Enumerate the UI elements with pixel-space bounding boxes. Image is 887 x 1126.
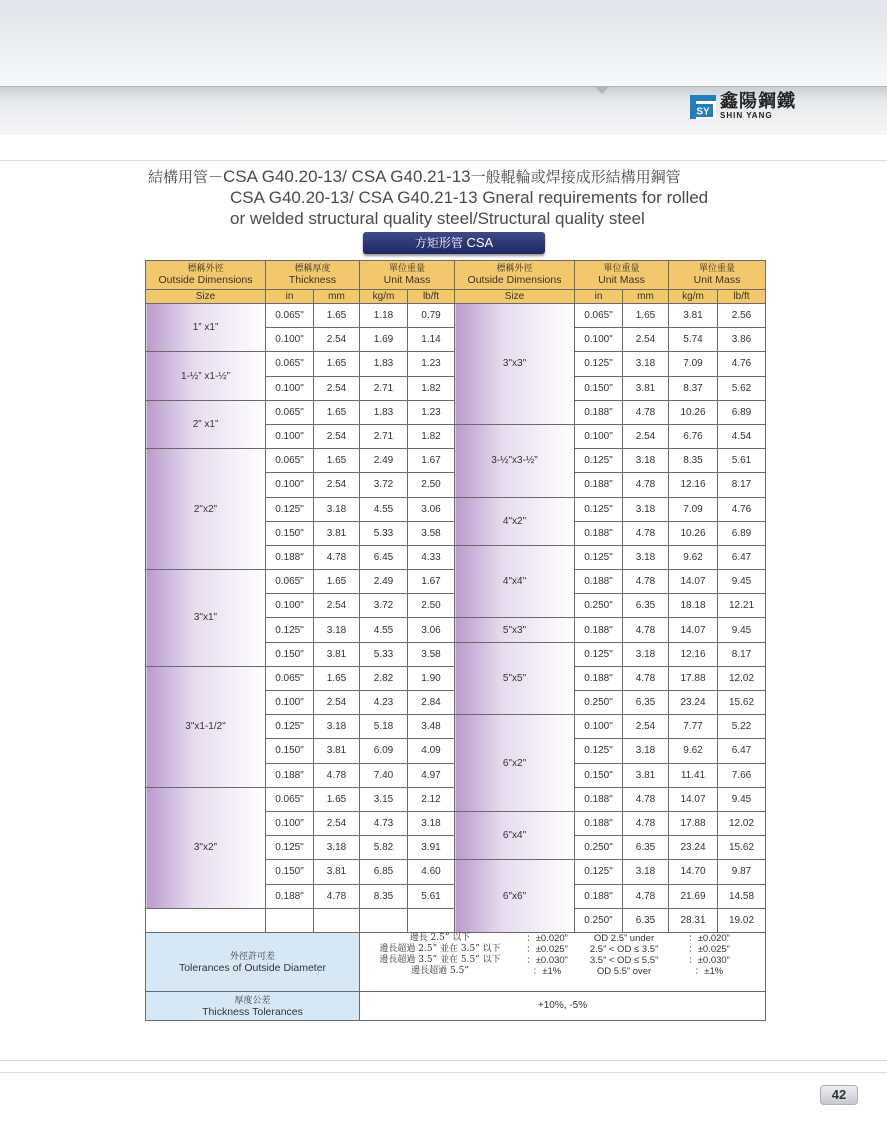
mass-lbft-cell: 15.62 xyxy=(718,691,766,715)
size-cell: 2” x1” xyxy=(146,400,266,448)
thickness-mm-cell: 3.18 xyxy=(314,618,360,642)
header-od: 標稱外徑 Outside Dimensions xyxy=(455,261,575,290)
mass-kgm-cell: 23.24 xyxy=(669,691,718,715)
mass-kgm-cell: 17.88 xyxy=(669,811,718,835)
mass-lbft-cell: 3.06 xyxy=(408,618,455,642)
mass-lbft-cell: 2.12 xyxy=(408,787,455,811)
size-cell: 6"x2" xyxy=(455,715,575,812)
thickness-in-cell: 0.250" xyxy=(575,594,623,618)
title-standard: CSA G40.20-13/ CSA G40.21-13 xyxy=(223,167,471,186)
header-thickness: 標稱厚度 Thickness xyxy=(266,261,360,290)
thickness-mm-cell: 6.35 xyxy=(623,691,669,715)
thickness-in-cell: 0.125" xyxy=(575,497,623,521)
title-cn-suffix: 一般輥輪或焊接成形結構用鋼管 xyxy=(470,168,681,186)
mass-lbft-cell: 4.09 xyxy=(408,739,455,763)
thickness-in-cell: 0.188" xyxy=(266,884,314,908)
mass-kgm-cell: 10.26 xyxy=(669,400,718,424)
thickness-in-cell: 0.250" xyxy=(575,836,623,860)
thickness-mm-cell: 3.81 xyxy=(623,763,669,787)
mass-kgm-cell: 8.35 xyxy=(669,449,718,473)
mass-kgm-cell: 1.18 xyxy=(360,304,408,328)
mass-kgm-cell: 3.81 xyxy=(669,304,718,328)
mass-kgm-cell: 14.07 xyxy=(669,570,718,594)
empty-cell xyxy=(360,908,408,932)
mass-lbft-cell: 1.14 xyxy=(408,328,455,352)
mass-lbft-cell: 5.62 xyxy=(718,376,766,400)
subheader-kgm: kg/m xyxy=(669,290,718,304)
subtitle-line-2: or welded structural quality steel/Structural quality steel xyxy=(230,209,645,228)
tolerance-en-value: ：±0.020” xyxy=(688,932,730,944)
mass-kgm-cell: 5.33 xyxy=(360,521,408,545)
mass-lbft-cell: 6.89 xyxy=(718,400,766,424)
thickness-in-cell: 0.100" xyxy=(266,691,314,715)
thickness-in-cell: 0.065" xyxy=(266,570,314,594)
mass-lbft-cell: 12.21 xyxy=(718,594,766,618)
header-od: 標稱外徑 Outside Dimensions xyxy=(146,261,266,290)
mass-kgm-cell: 8.35 xyxy=(360,884,408,908)
thickness-in-cell: 0.100" xyxy=(575,328,623,352)
thickness-mm-cell: 1.65 xyxy=(314,570,360,594)
size-cell: 6"x4" xyxy=(455,811,575,859)
thickness-in-cell: 0.125" xyxy=(575,545,623,569)
mass-lbft-cell: 6.47 xyxy=(718,739,766,763)
mass-lbft-cell: 1.82 xyxy=(408,424,455,448)
mass-lbft-cell: 7.66 xyxy=(718,763,766,787)
size-cell: 4"x2" xyxy=(455,497,575,545)
mass-kgm-cell: 3.15 xyxy=(360,787,408,811)
mass-kgm-cell: 17.88 xyxy=(669,666,718,690)
thickness-mm-cell: 3.18 xyxy=(314,497,360,521)
thickness-mm-cell: 3.81 xyxy=(314,521,360,545)
subheader-size: Size xyxy=(146,290,266,304)
mass-kgm-cell: 2.71 xyxy=(360,424,408,448)
thickness-in-cell: 0.250" xyxy=(575,691,623,715)
mass-kgm-cell: 21.69 xyxy=(669,884,718,908)
mass-lbft-cell: 3.58 xyxy=(408,521,455,545)
thickness-mm-cell: 3.81 xyxy=(314,860,360,884)
thickness-mm-cell: 2.54 xyxy=(623,328,669,352)
mass-kgm-cell: 6.76 xyxy=(669,424,718,448)
thickness-mm-cell: 2.54 xyxy=(314,328,360,352)
mass-kgm-cell: 14.70 xyxy=(669,860,718,884)
subheader-mm: mm xyxy=(623,290,669,304)
mass-lbft-cell: 2.50 xyxy=(408,594,455,618)
brand-logo xyxy=(690,93,796,120)
logo-mark-icon xyxy=(690,95,716,119)
thickness-mm-cell: 1.65 xyxy=(314,449,360,473)
mass-lbft-cell: 15.62 xyxy=(718,836,766,860)
mass-kgm-cell: 12.16 xyxy=(669,473,718,497)
header-unit-mass: 單位重量 Unit Mass xyxy=(669,261,766,290)
mass-kgm-cell: 10.26 xyxy=(669,521,718,545)
mass-lbft-cell: 9.45 xyxy=(718,570,766,594)
od-tolerance-label: 外徑許可差 Tolerances of Outside Diameter xyxy=(146,932,360,991)
tolerance-cn-value: ：±0.020” xyxy=(526,932,568,944)
mass-kgm-cell: 1.83 xyxy=(360,352,408,376)
mass-lbft-cell: 4.76 xyxy=(718,497,766,521)
thickness-tolerance-value: +10%, -5% xyxy=(360,991,766,1020)
mass-kgm-cell: 5.74 xyxy=(669,328,718,352)
thickness-mm-cell: 3.18 xyxy=(623,545,669,569)
size-cell: 6"x6" xyxy=(455,860,575,933)
size-cell: 2"x2" xyxy=(146,449,266,570)
thickness-mm-cell: 4.78 xyxy=(623,811,669,835)
thickness-in-cell: 0.065" xyxy=(266,449,314,473)
size-cell: 4"x4" xyxy=(455,545,575,618)
size-cell: 3"x3" xyxy=(455,304,575,425)
thickness-in-cell: 0.188" xyxy=(575,400,623,424)
thickness-in-cell: 0.065" xyxy=(266,787,314,811)
mass-lbft-cell: 2.84 xyxy=(408,691,455,715)
thickness-mm-cell: 6.35 xyxy=(623,594,669,618)
tolerance-cn: 邊長超過 5.5” xyxy=(411,965,469,976)
mass-lbft-cell: 1.90 xyxy=(408,666,455,690)
mass-kgm-cell: 8.37 xyxy=(669,376,718,400)
divider-line xyxy=(0,1060,887,1061)
thickness-in-cell: 0.125" xyxy=(266,836,314,860)
mass-kgm-cell: 23.24 xyxy=(669,836,718,860)
mass-kgm-cell: 14.07 xyxy=(669,618,718,642)
mass-kgm-cell: 7.09 xyxy=(669,497,718,521)
thickness-in-cell: 0.065" xyxy=(266,400,314,424)
thickness-in-cell: 0.100" xyxy=(266,811,314,835)
thickness-in-cell: 0.250" xyxy=(575,908,623,932)
mass-lbft-cell: 12.02 xyxy=(718,811,766,835)
empty-cell xyxy=(314,908,360,932)
mass-kgm-cell: 5.33 xyxy=(360,642,408,666)
thickness-mm-cell: 4.78 xyxy=(623,618,669,642)
thickness-in-cell: 0.188" xyxy=(575,618,623,642)
thickness-mm-cell: 2.54 xyxy=(623,424,669,448)
size-cell: 3"x2" xyxy=(146,787,266,908)
header-band xyxy=(0,0,887,88)
thickness-in-cell: 0.125" xyxy=(266,715,314,739)
mass-lbft-cell: 3.48 xyxy=(408,715,455,739)
thickness-mm-cell: 3.18 xyxy=(314,836,360,860)
mass-lbft-cell: 1.67 xyxy=(408,570,455,594)
thickness-mm-cell: 3.18 xyxy=(623,739,669,763)
mass-lbft-cell: 3.86 xyxy=(718,328,766,352)
mass-lbft-cell: 4.76 xyxy=(718,352,766,376)
mass-lbft-cell: 1.82 xyxy=(408,376,455,400)
size-cell: 3-½"x3-½" xyxy=(455,424,575,497)
thickness-mm-cell: 1.65 xyxy=(314,352,360,376)
brand-name-en: SHIN YANG xyxy=(720,111,773,120)
thickness-mm-cell: 2.54 xyxy=(314,473,360,497)
thickness-in-cell: 0.150" xyxy=(266,739,314,763)
thickness-mm-cell: 4.78 xyxy=(623,884,669,908)
spec-table xyxy=(145,260,766,1021)
thickness-in-cell: 0.100" xyxy=(575,715,623,739)
thickness-in-cell: 0.100" xyxy=(266,376,314,400)
mass-lbft-cell: 3.18 xyxy=(408,811,455,835)
mass-kgm-cell: 1.83 xyxy=(360,400,408,424)
divider-line xyxy=(0,160,887,161)
mass-kgm-cell: 14.07 xyxy=(669,787,718,811)
mass-lbft-cell: 6.89 xyxy=(718,521,766,545)
thickness-in-cell: 0.125" xyxy=(575,642,623,666)
subheader-row xyxy=(146,290,766,304)
mass-lbft-cell: 1.23 xyxy=(408,400,455,424)
mass-lbft-cell: 9.87 xyxy=(718,860,766,884)
mass-lbft-cell: 6.47 xyxy=(718,545,766,569)
mass-kgm-cell: 2.82 xyxy=(360,666,408,690)
mass-lbft-cell: 4.54 xyxy=(718,424,766,448)
empty-cell xyxy=(266,908,314,932)
mass-lbft-cell: 3.58 xyxy=(408,642,455,666)
thickness-in-cell: 0.125" xyxy=(266,497,314,521)
tolerance-en: OD 2.5” under xyxy=(593,932,655,944)
size-cell: 1-½” x1-½” xyxy=(146,352,266,400)
header-row xyxy=(146,261,766,290)
mass-kgm-cell: 7.40 xyxy=(360,763,408,787)
tolerance-en-value: ：±1% xyxy=(694,965,724,977)
mass-kgm-cell: 18.18 xyxy=(669,594,718,618)
subheader-mm: mm xyxy=(314,290,360,304)
thickness-tolerance-row xyxy=(146,991,766,1020)
mass-lbft-cell: 4.97 xyxy=(408,763,455,787)
subheader-size: Size xyxy=(455,290,575,304)
thickness-in-cell: 0.188" xyxy=(575,811,623,835)
od-tolerance-values xyxy=(360,932,766,991)
size-cell: 3"x1" xyxy=(146,570,266,667)
table-row xyxy=(146,304,766,328)
size-cell: 3"x1-1/2" xyxy=(146,666,266,787)
thickness-in-cell: 0.065" xyxy=(575,304,623,328)
thickness-in-cell: 0.065" xyxy=(266,666,314,690)
tolerance-en-value: ：±0.030” xyxy=(688,954,730,966)
thickness-mm-cell: 2.54 xyxy=(314,691,360,715)
tolerance-en-value: ：±0.025” xyxy=(688,943,730,955)
tolerance-en: 3.5” < OD ≤ 5.5” xyxy=(589,954,659,966)
thickness-in-cell: 0.125" xyxy=(575,860,623,884)
tolerance-cn-value: ：±0.030” xyxy=(526,954,568,966)
subheader-kgm: kg/m xyxy=(360,290,408,304)
header-notch xyxy=(594,86,610,94)
subtitle-line-1: CSA G40.20-13/ CSA G40.21-13 Gneral requirements for rolled xyxy=(230,188,709,207)
brand-name-cn: 鑫陽鋼鐵 xyxy=(720,91,796,112)
size-cell: 5"x5" xyxy=(455,642,575,715)
subheader-lbft: lb/ft xyxy=(408,290,455,304)
mass-kgm-cell: 4.23 xyxy=(360,691,408,715)
mass-kgm-cell: 4.55 xyxy=(360,497,408,521)
thickness-mm-cell: 6.35 xyxy=(623,836,669,860)
mass-kgm-cell: 2.71 xyxy=(360,376,408,400)
mass-kgm-cell: 11.41 xyxy=(669,763,718,787)
empty-cell xyxy=(408,908,455,932)
tolerance-cn: 邊長超過 3.5” 並在 5.5” 以下 xyxy=(379,954,501,965)
mass-kgm-cell: 4.55 xyxy=(360,618,408,642)
mass-lbft-cell: 1.23 xyxy=(408,352,455,376)
mass-kgm-cell: 3.72 xyxy=(360,473,408,497)
mass-lbft-cell: 9.45 xyxy=(718,618,766,642)
thickness-mm-cell: 3.18 xyxy=(314,715,360,739)
mass-lbft-cell: 3.06 xyxy=(408,497,455,521)
od-tolerance-row xyxy=(146,932,766,991)
thickness-in-cell: 0.065" xyxy=(266,352,314,376)
thickness-in-cell: 0.125" xyxy=(575,352,623,376)
thickness-tolerance-label: 厚度公差 Thickness Tolerances xyxy=(146,991,360,1020)
tolerance-cn-value: ：±0.025” xyxy=(526,943,568,955)
thickness-in-cell: 0.100" xyxy=(575,424,623,448)
thickness-mm-cell: 4.78 xyxy=(623,787,669,811)
badge-en: CSA xyxy=(466,235,494,250)
mass-kgm-cell: 12.16 xyxy=(669,642,718,666)
thickness-mm-cell: 4.78 xyxy=(623,400,669,424)
tolerance-en: OD 5.5” over xyxy=(596,965,652,977)
mass-lbft-cell: 5.61 xyxy=(718,449,766,473)
thickness-in-cell: 0.188" xyxy=(575,884,623,908)
thickness-in-cell: 0.100" xyxy=(266,473,314,497)
mass-lbft-cell: 4.33 xyxy=(408,545,455,569)
thickness-mm-cell: 4.78 xyxy=(623,521,669,545)
thickness-mm-cell: 4.78 xyxy=(314,763,360,787)
tolerance-cn: 邊長超過 2.5” 並在 3.5” 以下 xyxy=(379,943,501,954)
mass-lbft-cell: 5.61 xyxy=(408,884,455,908)
mass-kgm-cell: 2.49 xyxy=(360,449,408,473)
thickness-in-cell: 0.125" xyxy=(575,449,623,473)
thickness-mm-cell: 1.65 xyxy=(314,400,360,424)
thickness-in-cell: 0.188" xyxy=(266,545,314,569)
thickness-in-cell: 0.100" xyxy=(266,424,314,448)
thickness-mm-cell: 4.78 xyxy=(623,666,669,690)
mass-kgm-cell: 4.73 xyxy=(360,811,408,835)
mass-lbft-cell: 3.91 xyxy=(408,836,455,860)
thickness-mm-cell: 4.78 xyxy=(623,473,669,497)
thickness-mm-cell: 3.18 xyxy=(623,642,669,666)
thickness-mm-cell: 2.54 xyxy=(623,715,669,739)
thickness-mm-cell: 1.65 xyxy=(314,304,360,328)
title-cn-prefix: 結構用管－ xyxy=(148,168,224,186)
tolerance-cn: 邊長 2.5” 以下 xyxy=(409,932,471,943)
header-unit-mass: 單位重量 Unit Mass xyxy=(360,261,455,290)
thickness-in-cell: 0.188" xyxy=(575,666,623,690)
mass-kgm-cell: 2.49 xyxy=(360,570,408,594)
mass-lbft-cell: 4.60 xyxy=(408,860,455,884)
page-title xyxy=(148,166,681,187)
mass-lbft-cell: 9.45 xyxy=(718,787,766,811)
subheader-lbft: lb/ft xyxy=(718,290,766,304)
mass-lbft-cell: 19.02 xyxy=(718,908,766,932)
thickness-in-cell: 0.188" xyxy=(575,521,623,545)
mass-kgm-cell: 5.82 xyxy=(360,836,408,860)
thickness-mm-cell: 3.18 xyxy=(623,497,669,521)
thickness-mm-cell: 4.78 xyxy=(314,545,360,569)
thickness-mm-cell: 3.81 xyxy=(314,642,360,666)
mass-lbft-cell: 12.02 xyxy=(718,666,766,690)
thickness-mm-cell: 3.81 xyxy=(623,376,669,400)
thickness-in-cell: 0.150" xyxy=(266,521,314,545)
empty-cell xyxy=(146,908,266,932)
mass-kgm-cell: 7.09 xyxy=(669,352,718,376)
mass-lbft-cell: 8.17 xyxy=(718,642,766,666)
thickness-in-cell: 0.150" xyxy=(575,376,623,400)
thickness-in-cell: 0.065" xyxy=(266,304,314,328)
thickness-mm-cell: 6.35 xyxy=(623,908,669,932)
mass-lbft-cell: 2.50 xyxy=(408,473,455,497)
thickness-in-cell: 0.150" xyxy=(266,860,314,884)
thickness-mm-cell: 3.18 xyxy=(623,449,669,473)
thickness-mm-cell: 3.18 xyxy=(623,352,669,376)
thickness-in-cell: 0.188" xyxy=(575,570,623,594)
mass-lbft-cell: 2.56 xyxy=(718,304,766,328)
subheader-in: in xyxy=(575,290,623,304)
thickness-in-cell: 0.125" xyxy=(266,618,314,642)
thickness-mm-cell: 1.65 xyxy=(314,787,360,811)
mass-kgm-cell: 7.77 xyxy=(669,715,718,739)
mass-kgm-cell: 6.09 xyxy=(360,739,408,763)
mass-lbft-cell: 0.79 xyxy=(408,304,455,328)
thickness-mm-cell: 3.18 xyxy=(623,860,669,884)
mass-kgm-cell: 9.62 xyxy=(669,545,718,569)
mass-lbft-cell: 5.22 xyxy=(718,715,766,739)
mass-lbft-cell: 1.67 xyxy=(408,449,455,473)
mass-kgm-cell: 5.18 xyxy=(360,715,408,739)
tolerance-en: 2.5” < OD ≤ 3.5” xyxy=(589,943,659,955)
mass-kgm-cell: 6.85 xyxy=(360,860,408,884)
thickness-in-cell: 0.100" xyxy=(266,594,314,618)
mass-kgm-cell: 9.62 xyxy=(669,739,718,763)
thickness-mm-cell: 1.65 xyxy=(314,666,360,690)
thickness-mm-cell: 2.54 xyxy=(314,424,360,448)
mass-lbft-cell: 8.17 xyxy=(718,473,766,497)
thickness-in-cell: 0.188" xyxy=(575,787,623,811)
size-cell: 5"x3" xyxy=(455,618,575,642)
logo-mark-text: SY xyxy=(696,106,710,117)
thickness-in-cell: 0.100" xyxy=(266,328,314,352)
section-badge xyxy=(363,232,545,254)
badge-cn: 方矩形管 xyxy=(414,236,463,250)
thickness-in-cell: 0.150" xyxy=(575,763,623,787)
thickness-mm-cell: 3.81 xyxy=(314,739,360,763)
divider-line xyxy=(0,1072,887,1073)
mass-lbft-cell: 14.58 xyxy=(718,884,766,908)
tolerance-cn-value: ：±1% xyxy=(532,965,562,977)
thickness-mm-cell: 2.54 xyxy=(314,376,360,400)
thickness-mm-cell: 2.54 xyxy=(314,811,360,835)
mass-kgm-cell: 1.69 xyxy=(360,328,408,352)
thickness-in-cell: 0.125" xyxy=(575,739,623,763)
thickness-mm-cell: 4.78 xyxy=(623,570,669,594)
thickness-mm-cell: 4.78 xyxy=(314,884,360,908)
thickness-in-cell: 0.188" xyxy=(266,763,314,787)
thickness-mm-cell: 2.54 xyxy=(314,594,360,618)
thickness-in-cell: 0.150" xyxy=(266,642,314,666)
header-unit-mass: 單位重量 Unit Mass xyxy=(575,261,669,290)
mass-kgm-cell: 28.31 xyxy=(669,908,718,932)
thickness-in-cell: 0.188" xyxy=(575,473,623,497)
mass-kgm-cell: 6.45 xyxy=(360,545,408,569)
subheader-in: in xyxy=(266,290,314,304)
mass-kgm-cell: 3.72 xyxy=(360,594,408,618)
page-number: 42 xyxy=(820,1085,858,1105)
size-cell: 1” x1” xyxy=(146,304,266,352)
thickness-mm-cell: 1.65 xyxy=(623,304,669,328)
